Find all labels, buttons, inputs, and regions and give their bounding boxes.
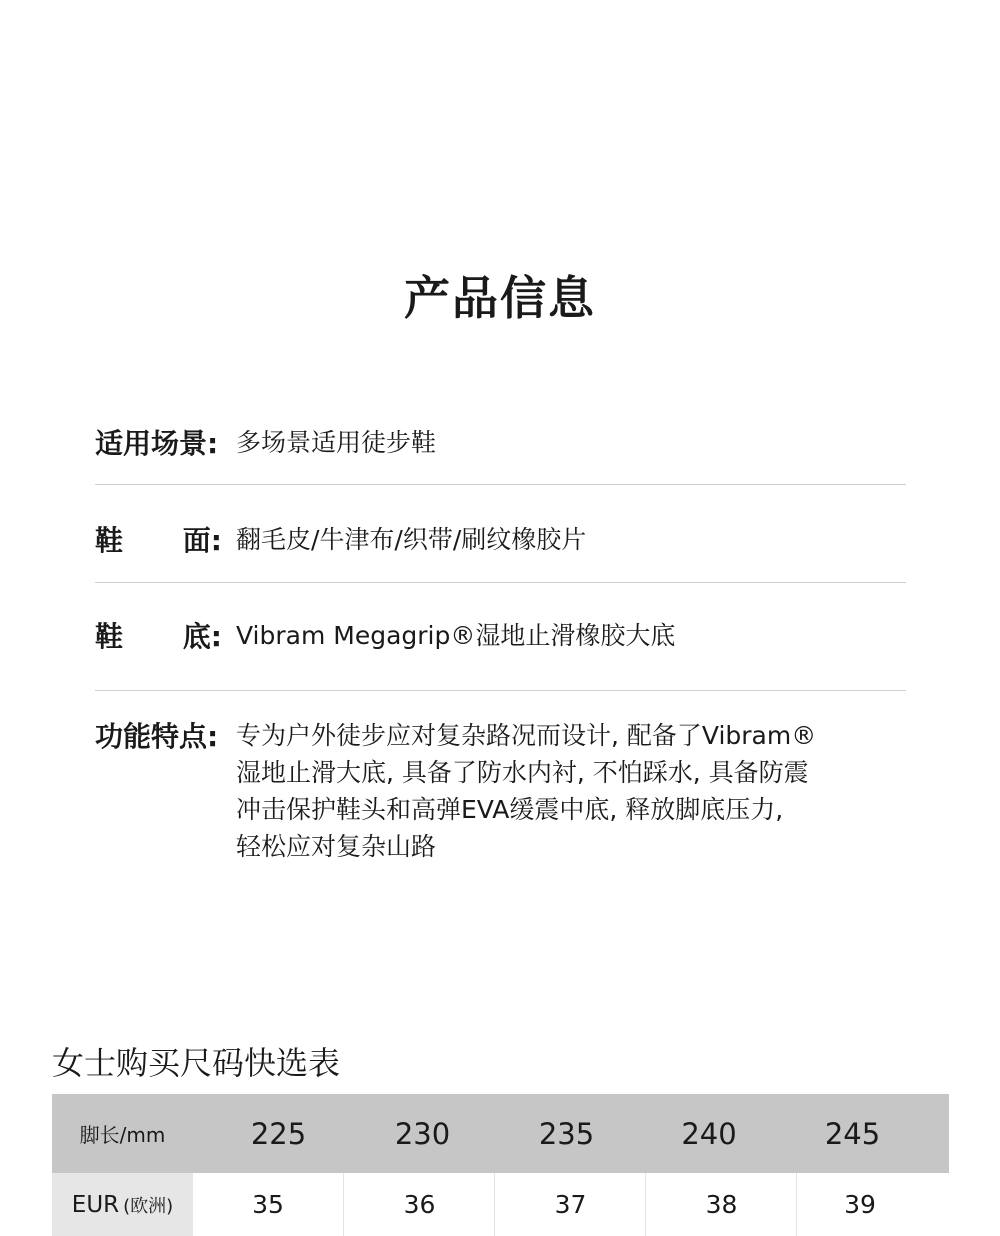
- eur-size-cell: 35: [252, 1190, 284, 1219]
- feature-line: 轻松应对复杂山路: [236, 832, 437, 861]
- header-foot-length-cell: 245: [824, 1116, 881, 1151]
- header-foot-length-cell: 230: [394, 1116, 451, 1151]
- eur-row-label: [52, 1173, 193, 1236]
- feature-line: 专为户外徒步应对复杂路况而设计, 配备了Vibram®: [236, 721, 817, 750]
- header-foot-length-cell: 240: [681, 1116, 737, 1151]
- header-foot-length-cell: 225: [250, 1116, 307, 1151]
- spec-label-sole-b: 底:: [182, 620, 222, 653]
- divider: [95, 582, 906, 583]
- spec-label-upper: [95, 519, 222, 559]
- divider: [95, 690, 906, 691]
- spec-label-sole: [95, 615, 222, 655]
- spec-label-sole-a: 鞋: [95, 620, 124, 653]
- eur-sub-label: (欧洲): [123, 1195, 174, 1217]
- eur-size-cell: 38: [645, 1173, 797, 1236]
- spec-value-scene: 多场景适用徒步鞋: [236, 428, 437, 457]
- spec-value-features: [236, 717, 816, 865]
- spec-label-upper-b: 面:: [182, 524, 222, 557]
- feature-line: 湿地止滑大底, 具备了防水内衬, 不怕踩水, 具备防震: [236, 758, 809, 787]
- header-foot-length-label: 脚长/mm: [79, 1123, 166, 1147]
- spec-value-sole: Vibram Megagrip®湿地止滑橡胶大底: [236, 621, 676, 650]
- spec-value-upper: 翻毛皮/牛津布/织带/刷纹橡胶片: [236, 525, 587, 554]
- size-chart-title: 女士购买尺码快选表: [52, 1044, 341, 1082]
- spec-label-scene: 适用场景:: [95, 427, 219, 460]
- size-table-row-eur: [52, 1173, 949, 1236]
- eur-label: EUR: [71, 1191, 120, 1218]
- divider: [95, 484, 906, 485]
- size-table-header: [52, 1094, 949, 1173]
- eur-size-cell: 39: [796, 1173, 923, 1236]
- eur-size-cell: 37: [494, 1173, 646, 1236]
- feature-line: 冲击保护鞋头和高弹EVA缓震中底, 释放脚底压力,: [236, 795, 784, 824]
- header-foot-length-cell: 235: [538, 1116, 595, 1151]
- spec-label-features: 功能特点:: [95, 720, 219, 753]
- eur-size-cell: 36: [343, 1173, 495, 1236]
- spec-label-upper-a: 鞋: [95, 524, 124, 557]
- page-title: 产品信息: [404, 271, 596, 325]
